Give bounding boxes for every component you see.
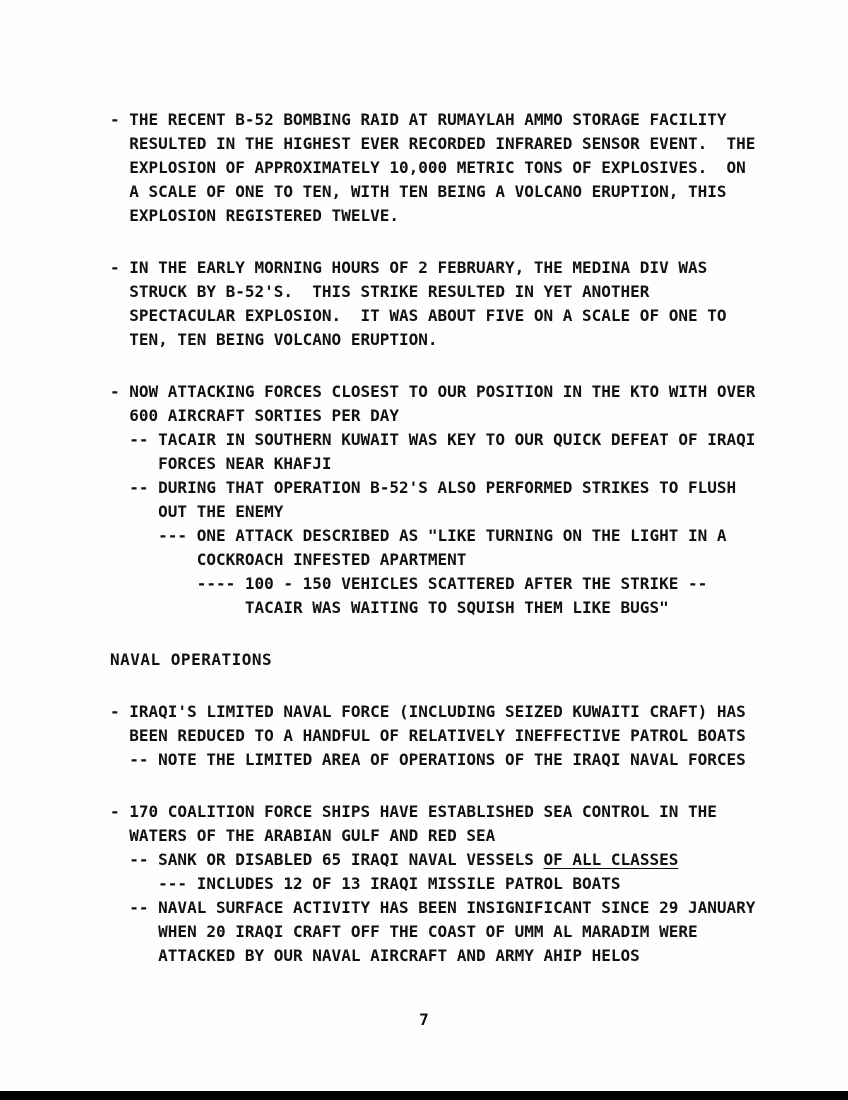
text-segment: -- SANK OR DISABLED 65 IRAQI NAVAL VESSELS: [110, 850, 544, 869]
text-line: ---- 100 - 150 VEHICLES SCATTERED AFTER THE STRIKE --: [110, 574, 708, 593]
text-line: TEN, TEN BEING VOLCANO ERUPTION.: [110, 330, 438, 349]
text-line: -- DURING THAT OPERATION B-52'S ALSO PERFORMED STRIKES TO FLUSH: [110, 478, 737, 497]
section-heading: NAVAL OPERATIONS: [110, 650, 273, 669]
text-line: WHEN 20 IRAQI CRAFT OFF THE COAST OF UMM AL MARADIM WERE: [110, 922, 698, 941]
text-line: - THE RECENT B-52 BOMBING RAID AT RUMAYLAH AMMO STORAGE FACILITY: [110, 110, 727, 129]
scan-edge-artifact: [0, 1091, 848, 1100]
text-line: A SCALE OF ONE TO TEN, WITH TEN BEING A VOLCANO ERUPTION, THIS: [110, 182, 727, 201]
text-line: --- ONE ATTACK DESCRIBED AS "LIKE TURNING ON THE LIGHT IN A: [110, 526, 727, 545]
text-line: RESULTED IN THE HIGHEST EVER RECORDED INFRARED SENSOR EVENT. THE: [110, 134, 756, 153]
paragraph: [110, 256, 808, 352]
text-line: 600 AIRCRAFT SORTIES PER DAY: [110, 406, 399, 425]
text-line: --- INCLUDES 12 OF 13 IRAQI MISSILE PATROL BOATS: [110, 874, 621, 893]
text-line: TACAIR WAS WAITING TO SQUISH THEM LIKE BUGS": [110, 598, 669, 617]
paragraph: [110, 108, 808, 228]
page-number: 7: [419, 1010, 429, 1029]
text-line: WATERS OF THE ARABIAN GULF AND RED SEA: [110, 826, 496, 845]
text-line: EXPLOSION REGISTERED TWELVE.: [110, 206, 399, 225]
underlined-text: OF ALL CLASSES: [543, 850, 679, 869]
paragraph: [110, 800, 808, 968]
text-line: ATTACKED BY OUR NAVAL AIRCRAFT AND ARMY AHIP HELOS: [110, 946, 640, 965]
paragraph: [110, 380, 808, 620]
text-line: BEEN REDUCED TO A HANDFUL OF RELATIVELY INEFFECTIVE PATROL BOATS: [110, 726, 746, 745]
document-body: [110, 108, 808, 996]
text-line: - IN THE EARLY MORNING HOURS OF 2 FEBRUARY, THE MEDINA DIV WAS: [110, 258, 708, 277]
paragraph: [110, 700, 808, 772]
text-line: EXPLOSION OF APPROXIMATELY 10,000 METRIC TONS OF EXPLOSIVES. ON: [110, 158, 746, 177]
text-line: -- NOTE THE LIMITED AREA OF OPERATIONS OF THE IRAQI NAVAL FORCES: [110, 750, 746, 769]
text-line: - 170 COALITION FORCE SHIPS HAVE ESTABLISHED SEA CONTROL IN THE: [110, 802, 717, 821]
text-line: [110, 848, 808, 872]
text-line: - IRAQI'S LIMITED NAVAL FORCE (INCLUDING SEIZED KUWAITI CRAFT) HAS: [110, 702, 746, 721]
text-line: SPECTACULAR EXPLOSION. IT WAS ABOUT FIVE ON A SCALE OF ONE TO: [110, 306, 727, 325]
text-line: -- NAVAL SURFACE ACTIVITY HAS BEEN INSIGNIFICANT SINCE 29 JANUARY: [110, 898, 756, 917]
text-line: - NOW ATTACKING FORCES CLOSEST TO OUR POSITION IN THE KTO WITH OVER: [110, 382, 756, 401]
text-line: OUT THE ENEMY: [110, 502, 284, 521]
text-line: COCKROACH INFESTED APARTMENT: [110, 550, 467, 569]
text-line: STRUCK BY B-52'S. THIS STRIKE RESULTED IN YET ANOTHER: [110, 282, 650, 301]
text-line: FORCES NEAR KHAFJI: [110, 454, 332, 473]
text-line: -- TACAIR IN SOUTHERN KUWAIT WAS KEY TO OUR QUICK DEFEAT OF IRAQI: [110, 430, 756, 449]
